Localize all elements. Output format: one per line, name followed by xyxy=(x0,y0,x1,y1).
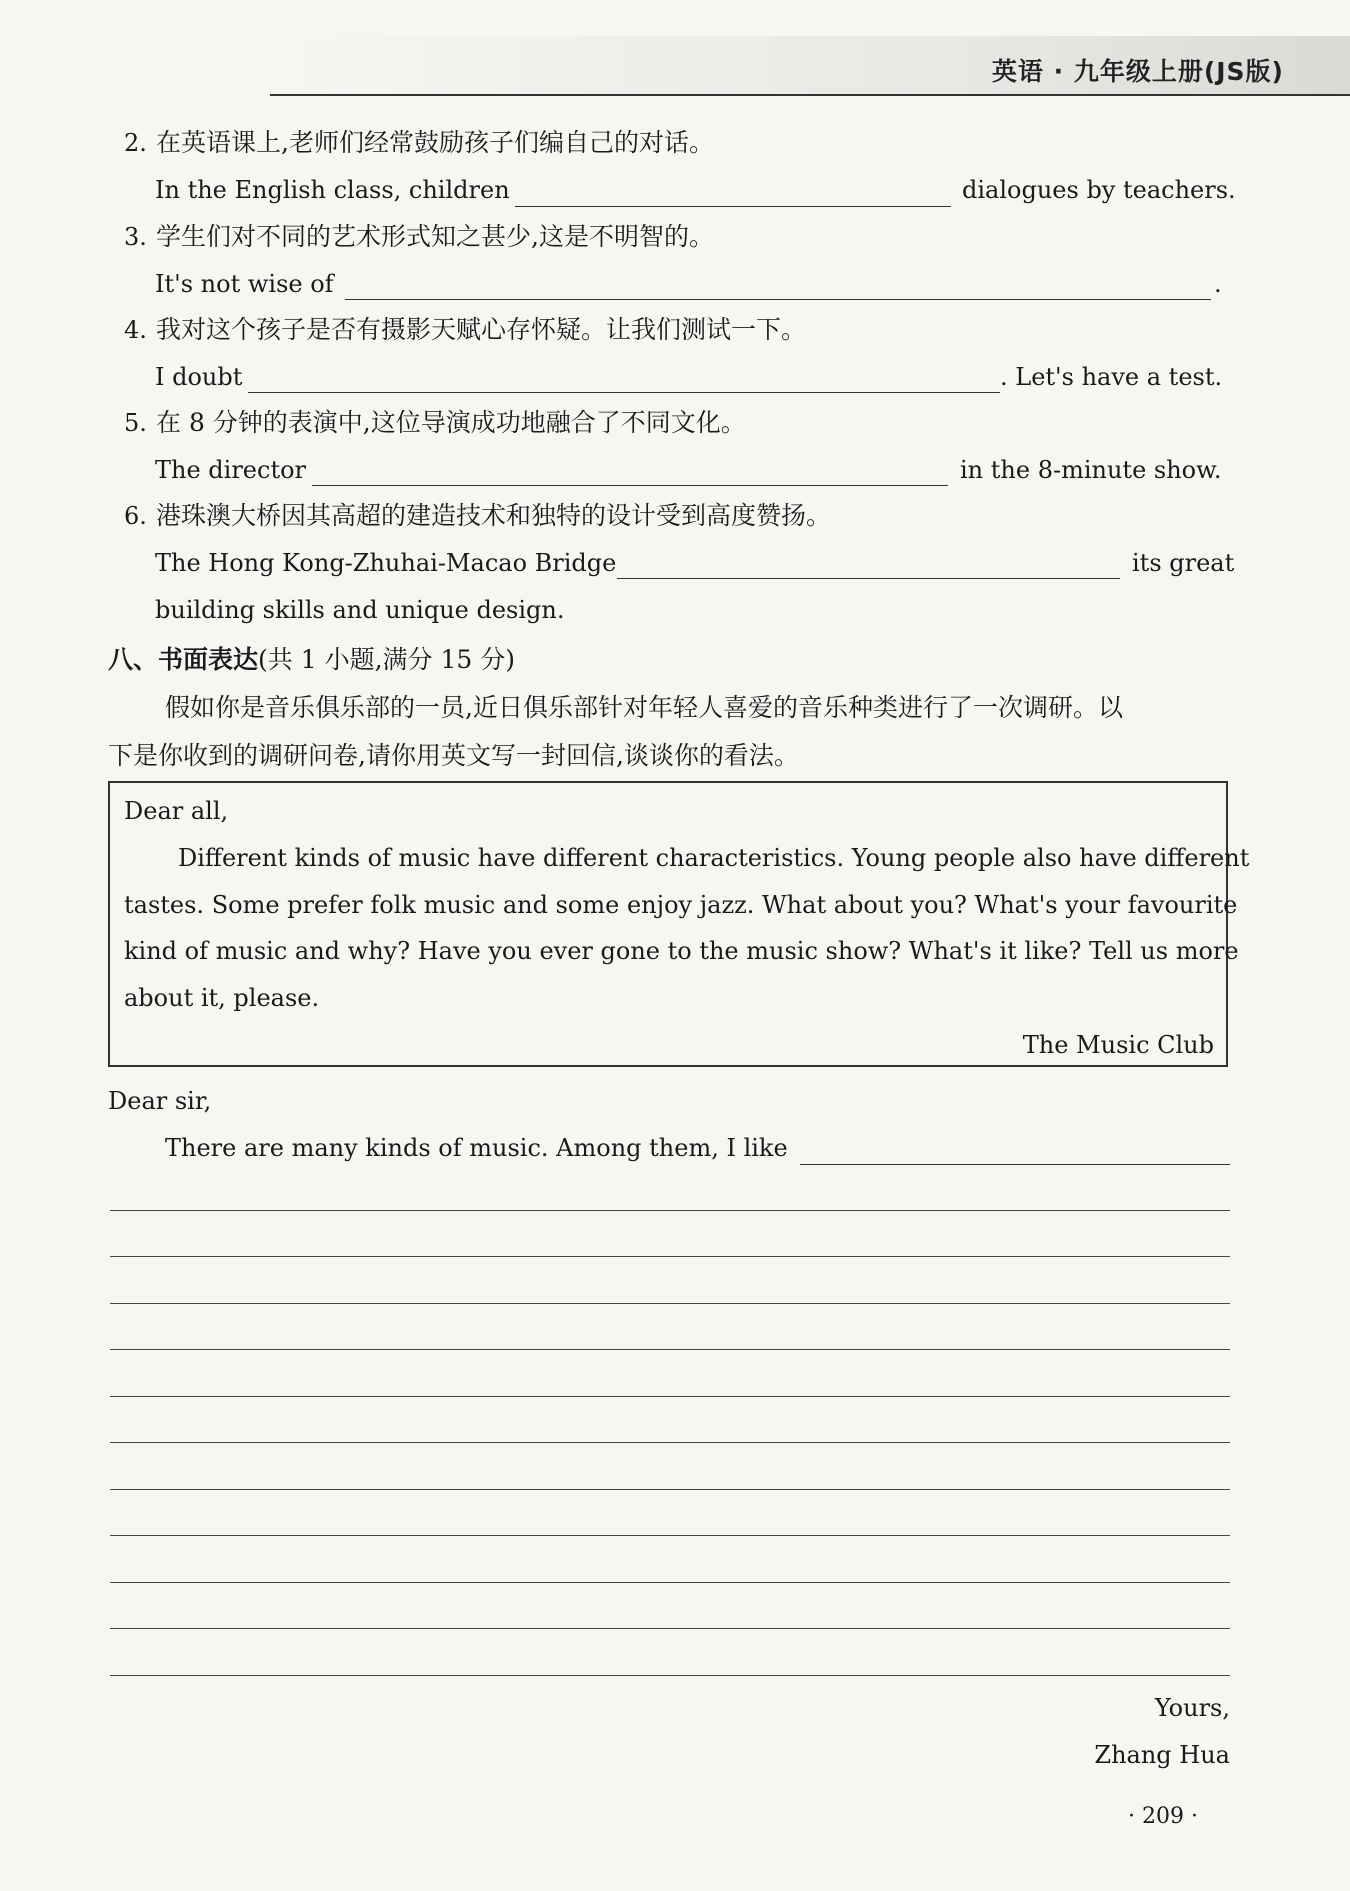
question-english-end: . Let's have a test. xyxy=(1000,363,1223,391)
writing-line[interactable] xyxy=(110,1489,1230,1490)
writing-line[interactable] xyxy=(110,1303,1230,1304)
box-line-1: Different kinds of music have different characteristics. Young people also have different xyxy=(178,844,1250,872)
answer-blank[interactable] xyxy=(515,206,951,207)
question-chinese: 在英语课上,老师们经常鼓励孩子们编自己的对话。 xyxy=(156,128,714,157)
writing-line[interactable] xyxy=(110,1535,1230,1536)
header-title: 英语 · 九年级上册(JS版) xyxy=(991,57,1284,86)
question-chinese: 港珠澳大桥因其高超的建造技术和独特的设计受到高度赞扬。 xyxy=(156,501,832,530)
question-number: 2. xyxy=(124,129,147,157)
answer-blank[interactable] xyxy=(345,299,1211,300)
question-number: 4. xyxy=(124,316,147,344)
question-english-end: dialogues by teachers. xyxy=(962,176,1236,204)
box-line-3: kind of music and why? Have you ever gone to the music show? What's it like? Tell us more xyxy=(124,937,1239,965)
question-chinese: 在 8 分钟的表演中,这位导演成功地融合了不同文化。 xyxy=(156,408,746,437)
question-number: 3. xyxy=(124,223,147,251)
writing-line[interactable] xyxy=(110,1442,1230,1443)
writing-line[interactable] xyxy=(110,1582,1230,1583)
reply-closing: Yours, xyxy=(1154,1694,1230,1722)
writing-line[interactable] xyxy=(110,1256,1230,1257)
question-english-start: In the English class, children xyxy=(155,176,510,204)
writing-line[interactable] xyxy=(110,1396,1230,1397)
reply-name: Zhang Hua xyxy=(1094,1741,1230,1769)
question-english-start: The director xyxy=(155,456,307,484)
section-heading: 八、书面表达 xyxy=(108,645,259,674)
question-chinese: 学生们对不同的艺术形式知之甚少,这是不明智的。 xyxy=(156,222,714,251)
answer-blank[interactable] xyxy=(312,485,948,486)
answer-blank-first-line[interactable] xyxy=(800,1164,1230,1165)
section-score: (共 1 小题,满分 15 分) xyxy=(258,645,515,674)
answer-blank[interactable] xyxy=(617,578,1120,579)
intro-line-2: 下是你收到的调研问卷,请你用英文写一封回信,谈谈你的看法。 xyxy=(108,741,799,770)
question-english-start: I doubt xyxy=(155,363,243,391)
question-english-end: . xyxy=(1214,270,1222,298)
writing-line[interactable] xyxy=(110,1210,1230,1211)
box-greeting: Dear all, xyxy=(124,797,229,825)
box-signature: The Music Club xyxy=(1022,1031,1214,1059)
question-english-start: The Hong Kong-Zhuhai-Macao Bridge xyxy=(155,549,617,577)
questionnaire-box xyxy=(108,781,1250,1067)
reply-start: There are many kinds of music. Among them, I like xyxy=(165,1134,788,1162)
question-english-start: It's not wise of xyxy=(155,270,334,298)
question-english-end: in the 8-minute show. xyxy=(960,456,1222,484)
writing-line[interactable] xyxy=(110,1675,1230,1676)
box-line-4: about it, please. xyxy=(124,984,320,1012)
question-english-end: its great xyxy=(1132,549,1235,577)
intro-line-1: 假如你是音乐俱乐部的一员,近日俱乐部针对年轻人喜爱的音乐种类进行了一次调研。以 xyxy=(165,693,1123,722)
reply-greeting: Dear sir, xyxy=(108,1087,212,1115)
question-english-continued: building skills and unique design. xyxy=(155,596,565,624)
writing-line[interactable] xyxy=(110,1628,1230,1629)
page-header xyxy=(270,36,1350,96)
question-number: 5. xyxy=(124,409,147,437)
answer-blank[interactable] xyxy=(248,392,1000,393)
page-number: · 209 · xyxy=(1128,1804,1198,1829)
section-title xyxy=(108,640,515,676)
box-line-2: tastes. Some prefer folk music and some enjoy jazz. What about you? What's your favourite xyxy=(124,891,1238,919)
writing-line[interactable] xyxy=(110,1349,1230,1350)
question-number: 6. xyxy=(124,502,147,530)
question-chinese: 我对这个孩子是否有摄影天赋心存怀疑。让我们测试一下。 xyxy=(156,315,807,344)
